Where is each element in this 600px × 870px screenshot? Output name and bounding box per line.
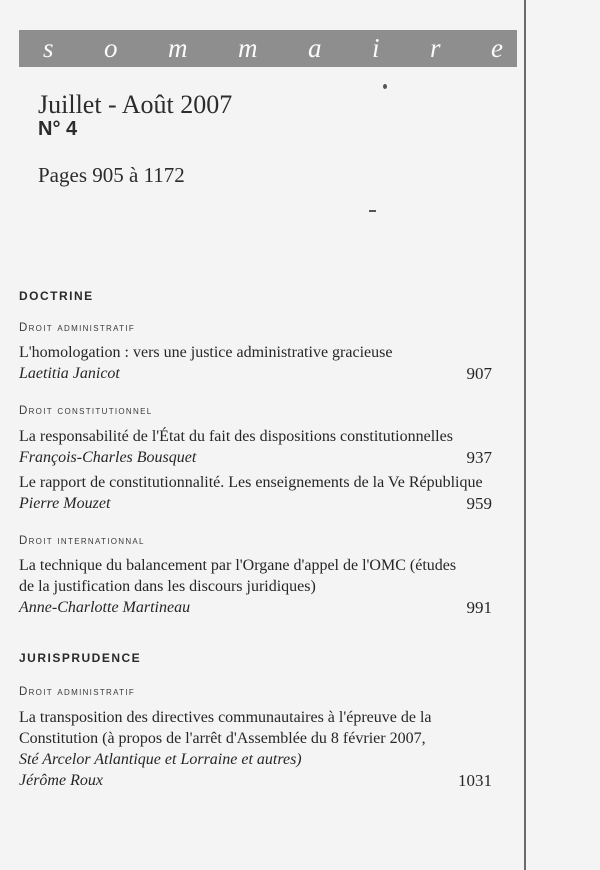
- entry-page: 959: [466, 494, 492, 513]
- entry-title: de la justification dans les discours juridiques): [19, 578, 316, 595]
- margin-rule: [524, 0, 526, 870]
- entry-title-italic: Sté Arcelor Atlantique et Lorraine et autres): [19, 751, 302, 768]
- entry-author: Anne-Charlotte Martineau: [19, 599, 191, 616]
- issue-number: N° 4: [38, 118, 78, 140]
- toc-entry[interactable]: [19, 707, 492, 792]
- banner-letter: a: [307, 33, 322, 63]
- subsection-heading: Droit administratif: [19, 322, 136, 334]
- entry-title: La technique du balancement par l'Organe d'appel de l'OMC (études: [19, 557, 457, 574]
- section-heading-doctrine: DOCTRINE: [19, 289, 94, 303]
- toc-entry[interactable]: [19, 472, 492, 515]
- subsection-heading: Droit administratif: [19, 686, 136, 698]
- entry-page: 937: [466, 448, 492, 467]
- issue-date: Juillet - Août 2007: [38, 90, 233, 119]
- banner-letter: i: [371, 33, 380, 63]
- entry-title: L'homologation : vers une justice administrative gracieuse: [19, 344, 393, 361]
- entry-title: La responsabilité de l'État du fait des dispositions constitutionnelles: [19, 428, 453, 445]
- subsection-heading: Droit internationnal: [19, 535, 145, 547]
- entry-author: Laetitia Janicot: [19, 365, 120, 382]
- entry-author: Pierre Mouzet: [19, 495, 111, 512]
- entry-author: François-Charles Bousquet: [19, 449, 197, 466]
- print-speck: [369, 210, 376, 212]
- toc-entry[interactable]: [19, 555, 492, 619]
- toc-entry[interactable]: [19, 342, 492, 385]
- entry-page: 907: [466, 364, 492, 383]
- banner-letter: s: [43, 33, 54, 63]
- banner-letter: r: [429, 33, 441, 63]
- banner-letter: o: [104, 33, 118, 63]
- entry-title: Le rapport de constitutionnalité. Les enseignements de la Ve République: [19, 474, 483, 491]
- banner-letter: m: [167, 33, 188, 63]
- sommaire-banner: [19, 30, 517, 67]
- print-speck: [383, 84, 387, 89]
- entry-author: Jérôme Roux: [19, 772, 103, 789]
- banner-letter: m: [237, 33, 258, 63]
- issue-pages: Pages 905 à 1172: [38, 163, 185, 187]
- entry-page: 1031: [458, 771, 492, 790]
- subsection-heading: Droit constitutionnel: [19, 405, 153, 417]
- entry-page: 991: [466, 598, 492, 617]
- banner-letter: e: [490, 33, 503, 63]
- entry-title: [19, 749, 492, 770]
- toc-entry[interactable]: [19, 426, 492, 469]
- entry-title: Constitution (à propos de l'arrêt d'Assemblée du 8 février 2007,: [19, 730, 426, 747]
- entry-title: La transposition des directives communautaires à l'épreuve de la: [19, 709, 432, 726]
- section-heading-jurisprudence: JURISPRUDENCE: [19, 651, 142, 665]
